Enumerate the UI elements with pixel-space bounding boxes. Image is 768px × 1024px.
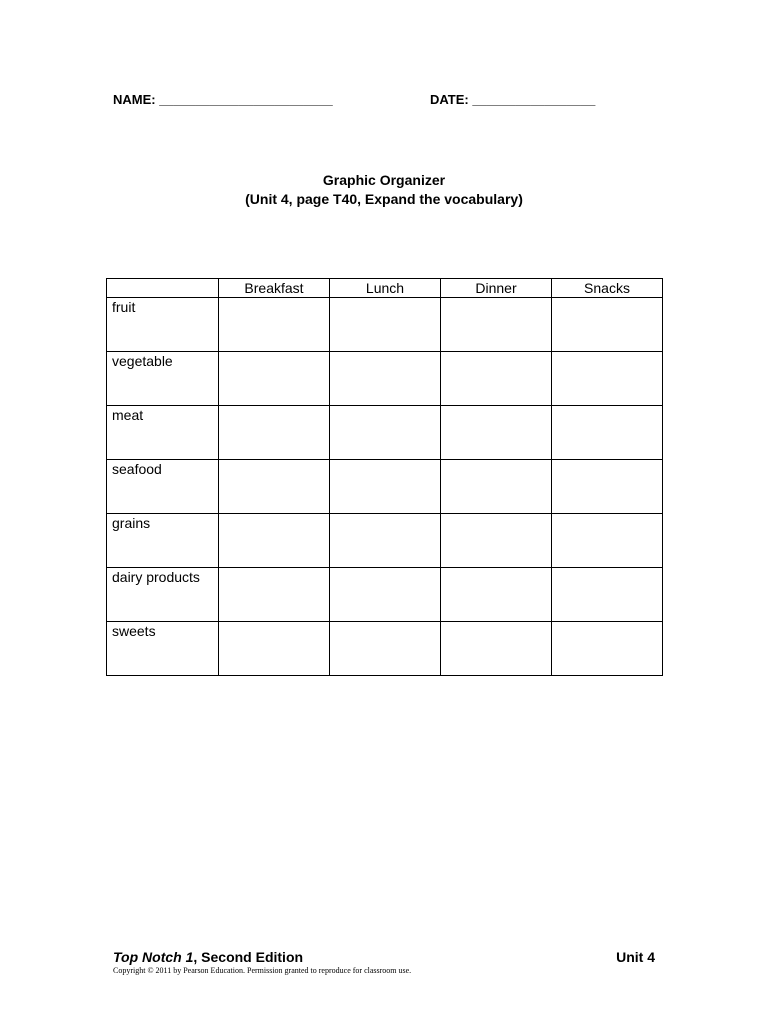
blank-cell (330, 298, 441, 352)
blank-cell (552, 352, 663, 406)
row-label-grains: grains (107, 514, 219, 568)
blank-cell (219, 622, 330, 676)
blank-cell (441, 622, 552, 676)
blank-cell (330, 514, 441, 568)
book-title: Top Notch 1 (113, 949, 194, 965)
blank-cell (441, 568, 552, 622)
column-header-dinner: Dinner (441, 279, 552, 298)
blank-cell (219, 568, 330, 622)
row-label-seafood: seafood (107, 460, 219, 514)
blank-cell (441, 298, 552, 352)
footer-unit: Unit 4 (616, 949, 655, 965)
blank-cell (330, 622, 441, 676)
table-row (107, 568, 663, 622)
blank-cell (441, 460, 552, 514)
title-line-1: Graphic Organizer (322, 172, 446, 188)
name-label: NAME: (113, 92, 156, 107)
column-header-lunch: Lunch (330, 279, 441, 298)
blank-cell (441, 514, 552, 568)
blank-cell (552, 514, 663, 568)
row-label-dairy-products: dairy products (107, 568, 219, 622)
graphic-organizer-table (106, 278, 663, 676)
footer-book-title (113, 949, 303, 965)
table-row (107, 460, 663, 514)
blank-cell (219, 298, 330, 352)
table-row (107, 514, 663, 568)
title-line-2: (Unit 4, page T40, Expand the vocabulary) (245, 191, 523, 207)
table-row (107, 298, 663, 352)
worksheet-title (0, 171, 768, 209)
table-row (107, 406, 663, 460)
date-blank: _________________ (472, 92, 596, 107)
copyright-notice: Copyright © 2011 by Pearson Education. Permission granted to reproduce for classroom use. (113, 966, 412, 975)
header-row (107, 279, 663, 298)
date-field (430, 92, 595, 107)
blank-cell (552, 568, 663, 622)
blank-cell (219, 406, 330, 460)
blank-cell (219, 460, 330, 514)
blank-cell (552, 298, 663, 352)
blank-cell (552, 460, 663, 514)
book-edition: , Second Edition (193, 949, 304, 965)
blank-cell (552, 406, 663, 460)
blank-cell (330, 352, 441, 406)
name-field (113, 92, 333, 107)
corner-cell (107, 279, 219, 298)
row-label-fruit: fruit (107, 298, 219, 352)
table-row (107, 622, 663, 676)
row-label-sweets: sweets (107, 622, 219, 676)
blank-cell (441, 352, 552, 406)
blank-cell (552, 622, 663, 676)
blank-cell (219, 514, 330, 568)
blank-cell (330, 406, 441, 460)
blank-cell (441, 406, 552, 460)
table-row (107, 352, 663, 406)
name-blank: ________________________ (159, 92, 333, 107)
column-header-breakfast: Breakfast (219, 279, 330, 298)
row-label-vegetable: vegetable (107, 352, 219, 406)
blank-cell (219, 352, 330, 406)
row-label-meat: meat (107, 406, 219, 460)
blank-cell (330, 460, 441, 514)
blank-cell (330, 568, 441, 622)
column-header-snacks: Snacks (552, 279, 663, 298)
date-label: DATE: (430, 92, 469, 107)
